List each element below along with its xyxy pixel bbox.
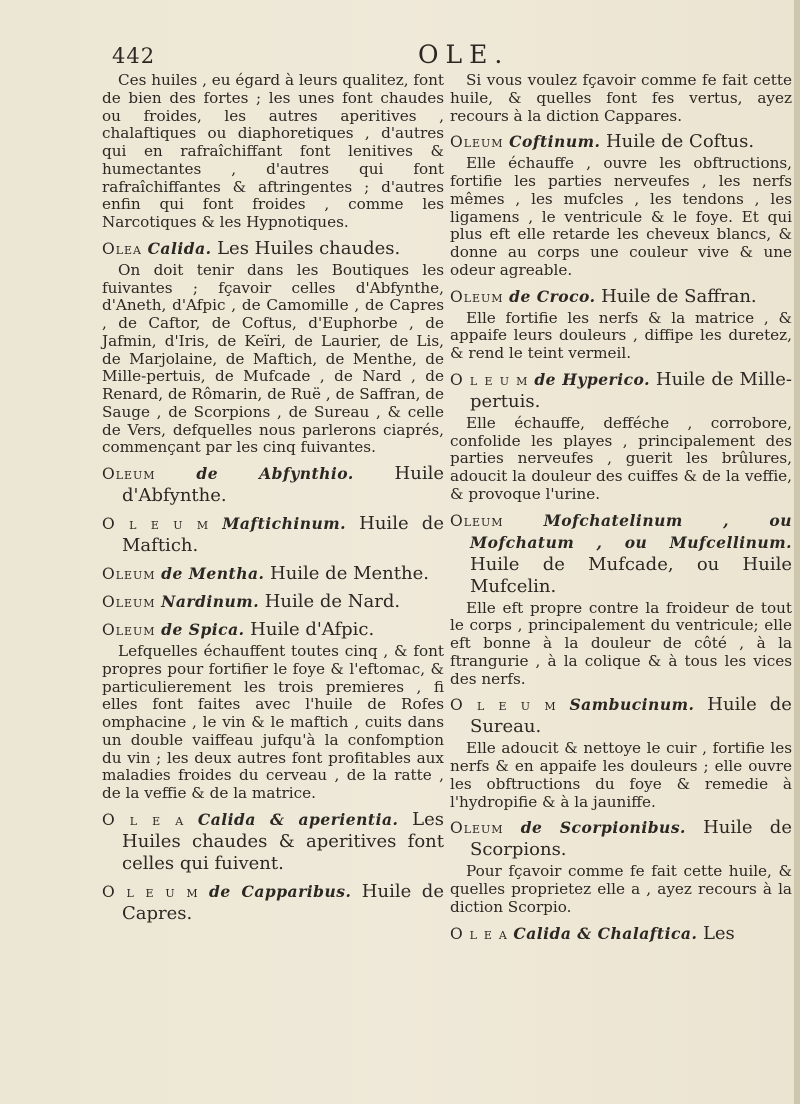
entry-keyword: Oleum [102,465,156,483]
left-column [102,72,444,925]
page-header [0,40,800,72]
french-name: Huile de Maftich. [122,513,444,556]
paragraph: Lefquelles échauffent toutes cinq , & font propres pour fortifier le foye & l'eftomac, & particulierement les trois premieres , fi elles font faites avec l'huile de Rofes omphacine , le vin & le maftich , cuits dans un double vaiffeau jufqu'à la confomption du vin ; les deux autres font profitables aux maladies froides du cerveau , de la ratte , de la veffie & de la matrice. [102,642,444,802]
page-edge [794,0,800,1104]
entry-keyword: Oleum [450,819,504,838]
paragraph: Elle adoucit & nettoye le cuir , fortifie les nerfs & en appaife les douleurs ; elle ouvre les obftructions du foye & remedie à l'hydropifie & à la jauniffe. [450,739,792,811]
latin-name: de Scorpionibus. [520,818,686,838]
latin-name: de Croco. [509,286,596,306]
entry-keyword: Oleum [102,621,156,639]
entry-heading [450,817,792,861]
french-name: Huile de Mille-pertuis. [470,368,792,412]
entry-keyword: Oleum [450,133,504,152]
entry-heading [450,694,792,738]
french-name: Huile de Mufcade, ou Huile Mufcelin. [470,553,792,597]
entry-keyword: O l e u m [450,696,557,715]
entry-keyword: O l e u m [102,515,210,533]
latin-name: Calida & Chalaftica. [513,923,698,943]
paragraph: Si vous voulez fçavoir comme fe fait cette huile, & quelles font fes vertus, ayez recours à la diction Cappares. [450,71,792,125]
entry-keyword: O l e u m [102,882,199,901]
entry-heading [102,809,444,875]
entry-heading [450,131,792,153]
latin-name: Coftinum. [509,132,601,152]
entry-heading [102,513,444,557]
entry-heading [102,619,444,641]
page-number: 442 [112,44,156,68]
entry-heading [102,463,444,507]
entry-heading [102,563,444,585]
paragraph: Elle eft propre contre la froideur de tout le corps , principalement du ventricule; elle eft bonne à la douleur de côté , à la ftrangurie , à la colique & à tous les vices des nerfs. [450,598,792,688]
paragraph: Elle fortifie les nerfs & la matrice , & appaife leurs douleurs , diffipe les duretez, & rend le teint vermeil. [450,308,792,362]
paragraph: On doit tenir dans les Boutiques les fuivantes ; fçavoir celles d'Abfynthe, d'Aneth, d'Afpic , de Camomille , de Capres , de Caftor, de Coftus, d'Euphorbe , de Jafmin, d'Iris, de Keïri, de Laurier, de Lis, de Marjolaine, de Maftich, de Menthe, de Mille-pertuis, de Mufcade , de Nard , de Renard, de Rômarin, de Ruë , de Saffran, de Sauge , de Scorpions , de Sureau , & celle de Vers, defquelles nous parlerons ciaprés, commençant par les cinq fuivantes. [102,260,444,457]
paragraph: Ces huiles , eu égard à leurs qualitez, font de bien des fortes ; les unes font chaudes ou froides, les autres aperitives , chalaftiques ou diaphoretiques , d'autres qui en rafraîchiffant font lenitives & humectantes , d'autres qui font rafraîchiffantes & aftringentes ; d'autres enfin qui font froides , comme les Narcotiques & les Hypnotiques. [102,71,445,231]
french-name: Les Huiles chaudes. [217,237,401,259]
french-name: Huile de Coftus. [605,131,755,153]
entry-heading [102,591,444,613]
latin-name: Nardinum. [161,592,260,611]
french-name: Huile de Menthe. [270,563,429,584]
latin-name: de Hyperico. [534,369,651,389]
entry-keyword: O l e a [450,924,508,943]
entry-keyword: Oleum [102,593,156,611]
latin-name: Sambucinum. [569,695,695,715]
latin-name: de Abfynthio. [196,464,354,483]
entry-heading [102,881,444,925]
paragraph: Pour fçavoir comme fe fait cette huile, & quelles proprietez elle a , ayez recours à la diction Scorpio. [450,862,792,916]
french-name: Huile de Nard. [264,591,401,612]
french-name: Huile de Capres. [122,880,444,924]
paragraph: Elle échauffe, defféche , corrobore, confolide les playes , principalement des parties nerveufes , guerit les brûlures, adoucit la douleur des cuiffes & de la veffie, & provoque l'urine. [450,413,792,503]
french-name: Les [702,922,735,944]
running-title: OLE. [418,40,510,69]
entry-heading [450,369,792,413]
entry-heading [450,286,792,308]
french-name: Huile d'Abfynthe. [122,463,444,506]
latin-name: de Capparibus. [209,881,352,901]
french-name: Les Huiles chaudes & aperitives font celles qui fuivent. [122,808,444,874]
entry-keyword: Oleum [450,511,504,530]
latin-name: Calida & aperientia. [197,809,399,829]
french-name: Huile de Sureau. [470,694,792,738]
entry-keyword: Oleum [102,565,156,583]
french-name: Huile d'Afpic. [250,619,375,640]
french-name: Huile de Saffran. [601,285,757,307]
entry-keyword: O l e u m [450,370,529,389]
entry-keyword: Oleum [450,287,504,306]
paragraph: Elle échauffe , ouvre les obftructions, fortifie les parties nerveufes , les nerfs mêmes , les mufcles , les tendons , les ligamens , le ventricule & le foye. Et qui plus eft elle retarde les cheveux blancs, & donne au corps une couleur vive & une odeur agreable. [450,154,792,279]
entry-keyword: Olea [102,239,142,258]
french-name: Huile de Scorpions. [470,817,792,861]
latin-name: Calida. [147,238,212,258]
entry-heading [450,923,792,945]
entry-heading [450,510,792,598]
entry-keyword: O l e a [102,810,185,829]
latin-name: de Mentha. [161,564,265,583]
right-column [450,72,792,945]
latin-name: Maftichinum. [222,514,347,533]
entry-heading [102,238,444,260]
latin-name: Mofchatelinum , ou Mofchatum , ou Mufcellinum. [470,510,792,552]
latin-name: de Spica. [161,620,245,639]
